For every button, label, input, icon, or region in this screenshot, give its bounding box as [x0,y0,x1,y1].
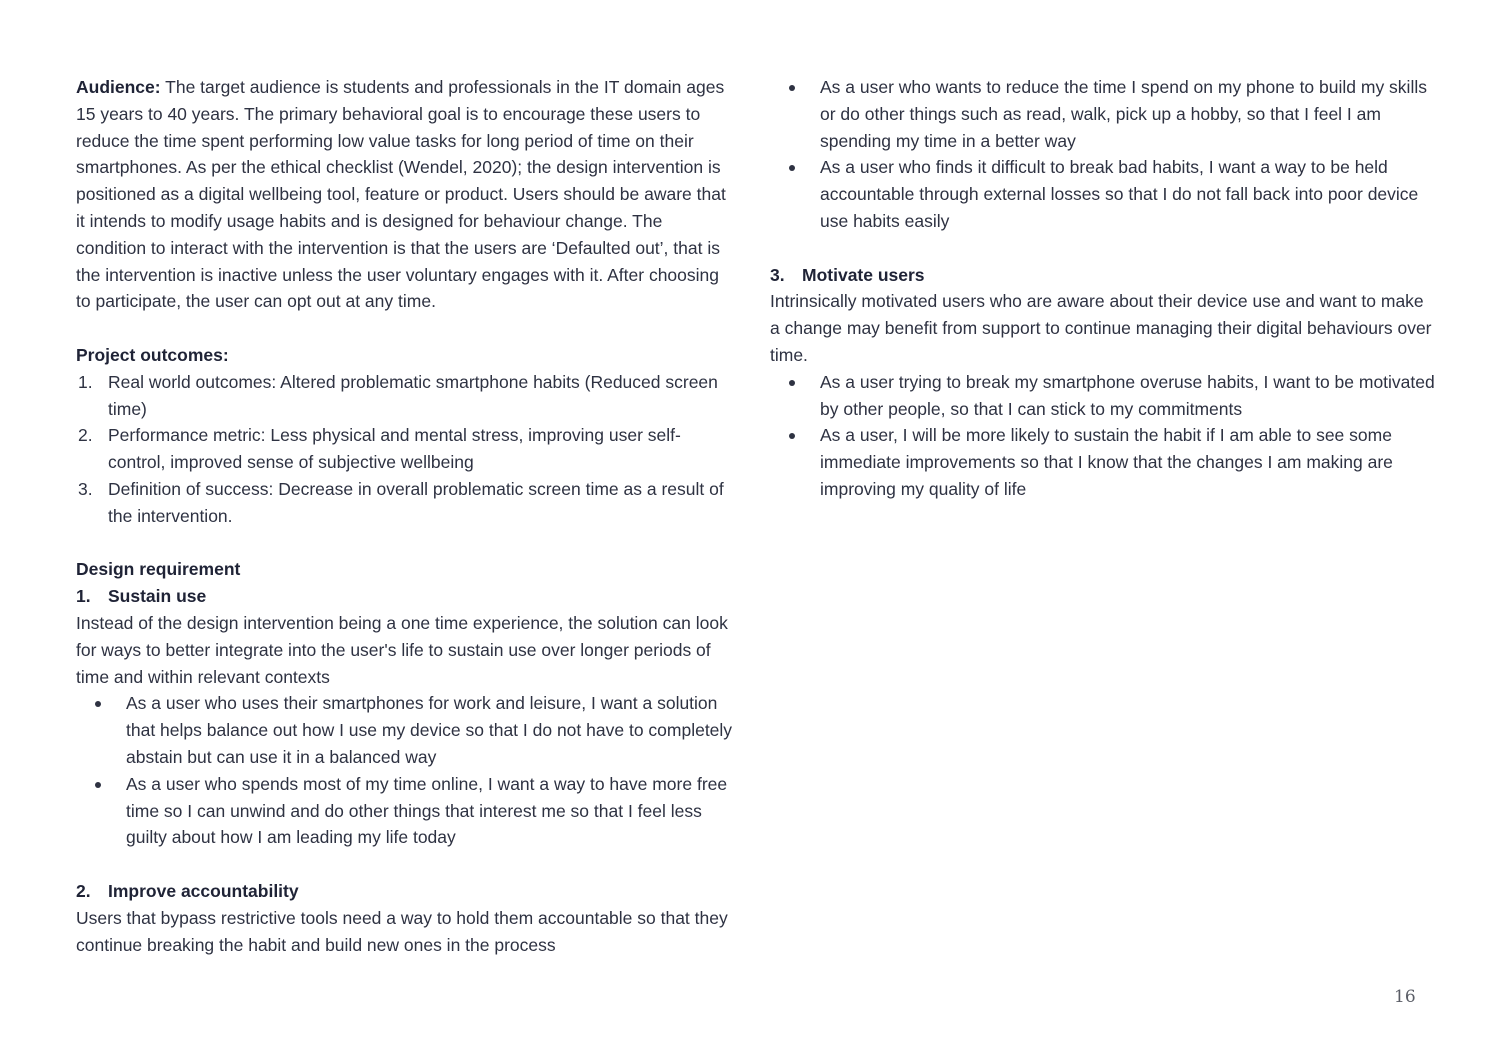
project-outcomes-heading: Project outcomes: [76,344,229,365]
design-requirement-heading: Design requirement [76,559,241,580]
motivate-users-heading [770,262,1435,289]
motivate-users-body: Intrinsically motivated users who are aware about their device use and want to make a change may benefit from support to continue managing their digital behaviours over time. [770,291,1432,365]
accountability-bullets [770,74,1435,235]
bullet-text: As a user who finds it difficult to break bad habits, I want a way to be held accountable through external losses so that I do not fall back into poor device use habits easily [820,157,1419,231]
project-outcomes-list [76,369,736,530]
sustain-use-heading [76,583,736,610]
bullet-item [770,369,1435,423]
audience-label: Audience: [76,77,161,97]
section-title: Sustain use [108,586,207,607]
section-number: 2. [76,880,91,901]
bullet-item [76,771,736,851]
improve-accountability-heading [76,878,736,905]
list-item-text: Real world outcomes: Altered problematic smartphone habits (Reduced screen time) [108,371,718,419]
bullet-text: As a user who spends most of my time online, I want a way to have more free time so I can unwind and do other things that interest me so that I feel less guilty about how I am leading my life today [126,773,728,848]
bullet-text: As a user who uses their smartphones for work and leisure, I want a solution that helps balance out how I use my device so that I do not have to completely abstain but can use it in a balanced way [126,693,733,767]
list-item [76,422,736,476]
list-item-text: Definition of success: Decrease in overall problematic screen time as a result of the intervention. [108,478,724,526]
sustain-use-body: Instead of the design intervention being a one time experience, the solution can look for ways to better integrate into the user's life to sustain use over longer periods of time and within relevant contexts [76,612,728,687]
bullet-icon [789,165,795,171]
audience-paragraph [76,74,736,315]
right-column [770,74,1435,503]
motivate-users-bullets [770,369,1435,503]
sustain-use-bullets [76,690,736,851]
bullet-icon [95,782,101,788]
section-number: 1. [76,586,91,607]
list-item [76,476,736,530]
list-number: 3. [78,478,93,499]
section-title: Motivate users [802,264,925,285]
bullet-text: As a user trying to break my smartphone overuse habits, I want to be motivated by other people, so that I can stick to my commitments [820,371,1435,419]
audience-text: The target audience is students and professionals in the IT domain ages 15 years to 40 years. The primary behavioral goal is to encourage these users to reduce the time spent performing low value tasks for long period of time on their smartphones. As per the ethical checklist (Wendel, 2020); the design intervention is positioned as a digital wellbeing tool, feature or product. Users should be aware that it intends to modify usage habits and is designed for behaviour change. The condition to interact with the intervention is that the users are ‘Defaulted out’, that is the intervention is inactive unless the user voluntary engages with it. After choosing to participate, the user can opt out at any time. [76,77,726,312]
bullet-icon [789,85,795,91]
bullet-icon [95,701,101,707]
left-column [76,74,736,958]
bullet-item [770,154,1435,234]
list-item-text: Performance metric: Less physical and mental stress, improving user self-control, improved sense of subjective wellbeing [108,425,681,473]
list-number: 2. [78,425,93,446]
bullet-icon [789,433,795,439]
improve-accountability-body: Users that bypass restrictive tools need a way to hold them accountable so that they continue breaking the habit and build new ones in the process [76,907,728,955]
list-item [76,369,736,423]
section-title: Improve accountability [108,880,299,901]
bullet-item [770,422,1435,502]
list-number: 1. [78,371,93,392]
section-number: 3. [770,264,785,285]
bullet-text: As a user, I will be more likely to sustain the habit if I am able to see some immediate improvements so that I know that the changes I am making are improving my quality of life [820,425,1393,499]
page-number: 16 [1394,987,1416,1007]
bullet-text: As a user who wants to reduce the time I spend on my phone to build my skills or do other things such as read, walk, pick up a hobby, so that I feel I am spending my time in a better way [820,77,1427,151]
bullet-item [770,74,1435,154]
bullet-item [76,690,736,770]
bullet-icon [789,380,795,386]
